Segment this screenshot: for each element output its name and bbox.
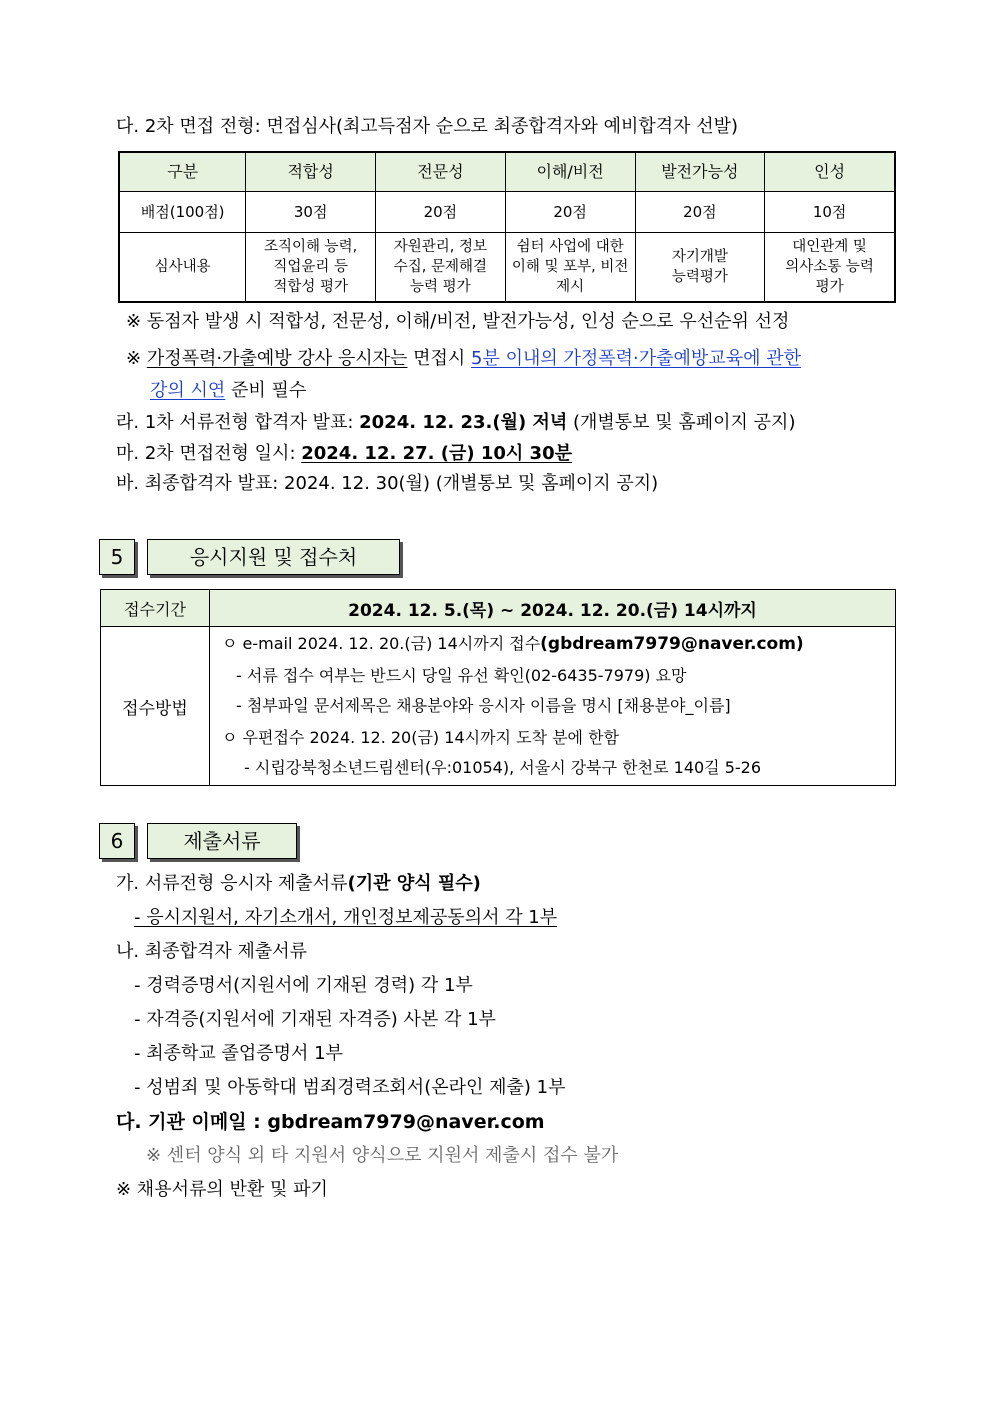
content-line: 적합성 평가 xyxy=(273,279,348,295)
ga-label: 가. 서류전형 응시자 제출서류 xyxy=(116,873,348,894)
note-text: 면접시 xyxy=(407,348,472,369)
content-line: 조직이해 능력, xyxy=(264,239,358,255)
content-line: 제시 xyxy=(556,279,585,295)
form-note: ※ 센터 양식 외 타 지원서 양식으로 지원서 제출시 접수 불가 xyxy=(146,1145,619,1166)
note-lecturer-applicant: 가정폭력·가출예방 강사 응시자는 xyxy=(146,348,408,369)
header-cell: 구분 xyxy=(119,152,246,192)
header-cell: 전문성 xyxy=(376,152,506,192)
content-cell xyxy=(246,233,376,303)
list-item: - 자격증(지원서에 기재된 자격증) 사본 각 1부 xyxy=(134,1009,496,1030)
la-rest: (개별통보 및 홈페이지 공지) xyxy=(567,412,796,433)
section5-title: 응시지원 및 접수처 xyxy=(147,539,400,575)
list-item: - 최종학교 졸업증명서 1부 xyxy=(134,1043,343,1064)
content-line: 이해 및 포부, 비전 xyxy=(511,259,629,275)
email-sub-line: - 서류 접수 여부는 반드시 당일 유선 확인(02-6435-7979) 요망 xyxy=(236,666,687,685)
score-cell: 10점 xyxy=(765,192,895,233)
content-line: 수집, 문제해결 xyxy=(393,259,487,275)
content-line: 직업윤리 등 xyxy=(273,259,348,275)
interview-score-table xyxy=(118,151,896,303)
method-body xyxy=(210,627,896,786)
ga-sub-text: - 응시지원서, 자기소개서, 개인정보제공동의서 각 1부 xyxy=(134,907,558,928)
email-address: (gbdream7979@naver.com) xyxy=(540,634,804,654)
content-line: 자기개발 xyxy=(671,249,728,265)
content-line: 대인관계 및 xyxy=(792,239,867,255)
note-lecture-requirement: 5분 이내의 가정폭력·가출예방교육에 관한 xyxy=(471,348,801,369)
score-cell: 20점 xyxy=(376,192,506,233)
interview-heading: 다. 2차 면접 전형: 면접심사(최고득점자 순으로 최종합격자와 예비합격자 선발) xyxy=(116,116,739,137)
content-cell xyxy=(765,233,895,303)
note-mark: ※ xyxy=(126,348,142,369)
email-sub-line: - 첨부파일 문서제목은 채용분야와 응시자 이름을 명시 [채용분야_이름] xyxy=(236,696,731,715)
content-line: 능력 평가 xyxy=(410,279,471,295)
post-line: ㅇ 우편접수 2024. 12. 20(금) 14시까지 도착 분에 한함 xyxy=(222,728,619,747)
list-item: - 경력증명서(지원서에 기재된 경력) 각 1부 xyxy=(134,975,473,996)
table-header-row xyxy=(119,152,895,192)
header-cell: 적합성 xyxy=(246,152,376,192)
content-cell xyxy=(376,233,506,303)
score-cell: 30점 xyxy=(246,192,376,233)
final-announcement: 바. 최종합격자 발표: 2024. 12. 30(월) (개별통보 및 홈페이지 공지) xyxy=(116,473,659,494)
header-cell: 발전가능성 xyxy=(635,152,765,192)
list-item: - 성범죄 및 아동학대 범죄경력조회서(온라인 제출) 1부 xyxy=(134,1077,566,1098)
content-line: 의사소통 능력 xyxy=(785,259,874,275)
section6-number: 6 xyxy=(99,823,135,859)
table-row xyxy=(119,192,895,233)
content-cell xyxy=(505,233,635,303)
application-table xyxy=(100,589,896,786)
score-cell: 배점(100점) xyxy=(119,192,246,233)
content-line: 평가 xyxy=(815,279,844,295)
la-label: 라. 1차 서류전형 합격자 발표: xyxy=(116,412,360,433)
email-prefix: ㅇ e-mail 2024. 12. 20.(금) 14시까지 접수 xyxy=(222,634,541,653)
content-line: 능력평가 xyxy=(671,269,728,285)
section6-title: 제출서류 xyxy=(147,823,297,859)
return-note: ※ 채용서류의 반환 및 파기 xyxy=(116,1179,328,1200)
agency-email: 다. 기관 이메일 : gbdream7979@naver.com xyxy=(116,1111,545,1133)
period-value: 2024. 12. 5.(목) ~ 2024. 12. 20.(금) 14시까지 xyxy=(210,590,896,627)
period-label: 접수기간 xyxy=(101,590,210,627)
ma-date: 2024. 12. 27. (금) 10시 30분 xyxy=(301,443,572,464)
method-label: 접수방법 xyxy=(101,627,210,786)
interview-schedule xyxy=(116,441,572,467)
content-cell xyxy=(635,233,765,303)
table-row xyxy=(101,590,896,627)
email-line xyxy=(222,633,804,655)
header-cell: 인성 xyxy=(765,152,895,192)
table-row xyxy=(119,233,895,303)
content-label-cell: 심사내용 xyxy=(119,233,246,303)
content-line: 자원관리, 정보 xyxy=(393,239,487,255)
note-text: 준비 필수 xyxy=(225,380,307,401)
ma-label: 마. 2차 면접전형 일시: xyxy=(116,443,302,464)
header-cell: 이해/비전 xyxy=(505,152,635,192)
na-heading: 나. 최종합격자 제출서류 xyxy=(116,941,308,962)
la-date: 2024. 12. 23.(월) 저녁 xyxy=(359,412,568,433)
score-cell: 20점 xyxy=(505,192,635,233)
post-sub-line: - 시립강북청소년드림센터(우:01054), 서울시 강북구 한천로 140길 5-26 xyxy=(244,758,762,777)
ga-sub xyxy=(134,905,557,931)
note-lecture-demo: 강의 시연 xyxy=(150,380,226,401)
score-cell: 20점 xyxy=(635,192,765,233)
content-line: 쉼터 사업에 대한 xyxy=(516,239,624,255)
tie-note: ※ 동점자 발생 시 적합성, 전문성, 이해/비전, 발전가능성, 인성 순으로 우선순위 선정 xyxy=(126,311,790,332)
doc-result-announcement xyxy=(116,410,795,436)
section5-number: 5 xyxy=(99,539,135,575)
lecture-note xyxy=(126,346,801,372)
lecture-note-cont xyxy=(150,378,306,404)
table-row xyxy=(101,627,896,786)
ga-heading xyxy=(116,871,481,897)
ga-bold: (기관 양식 필수) xyxy=(347,873,481,894)
